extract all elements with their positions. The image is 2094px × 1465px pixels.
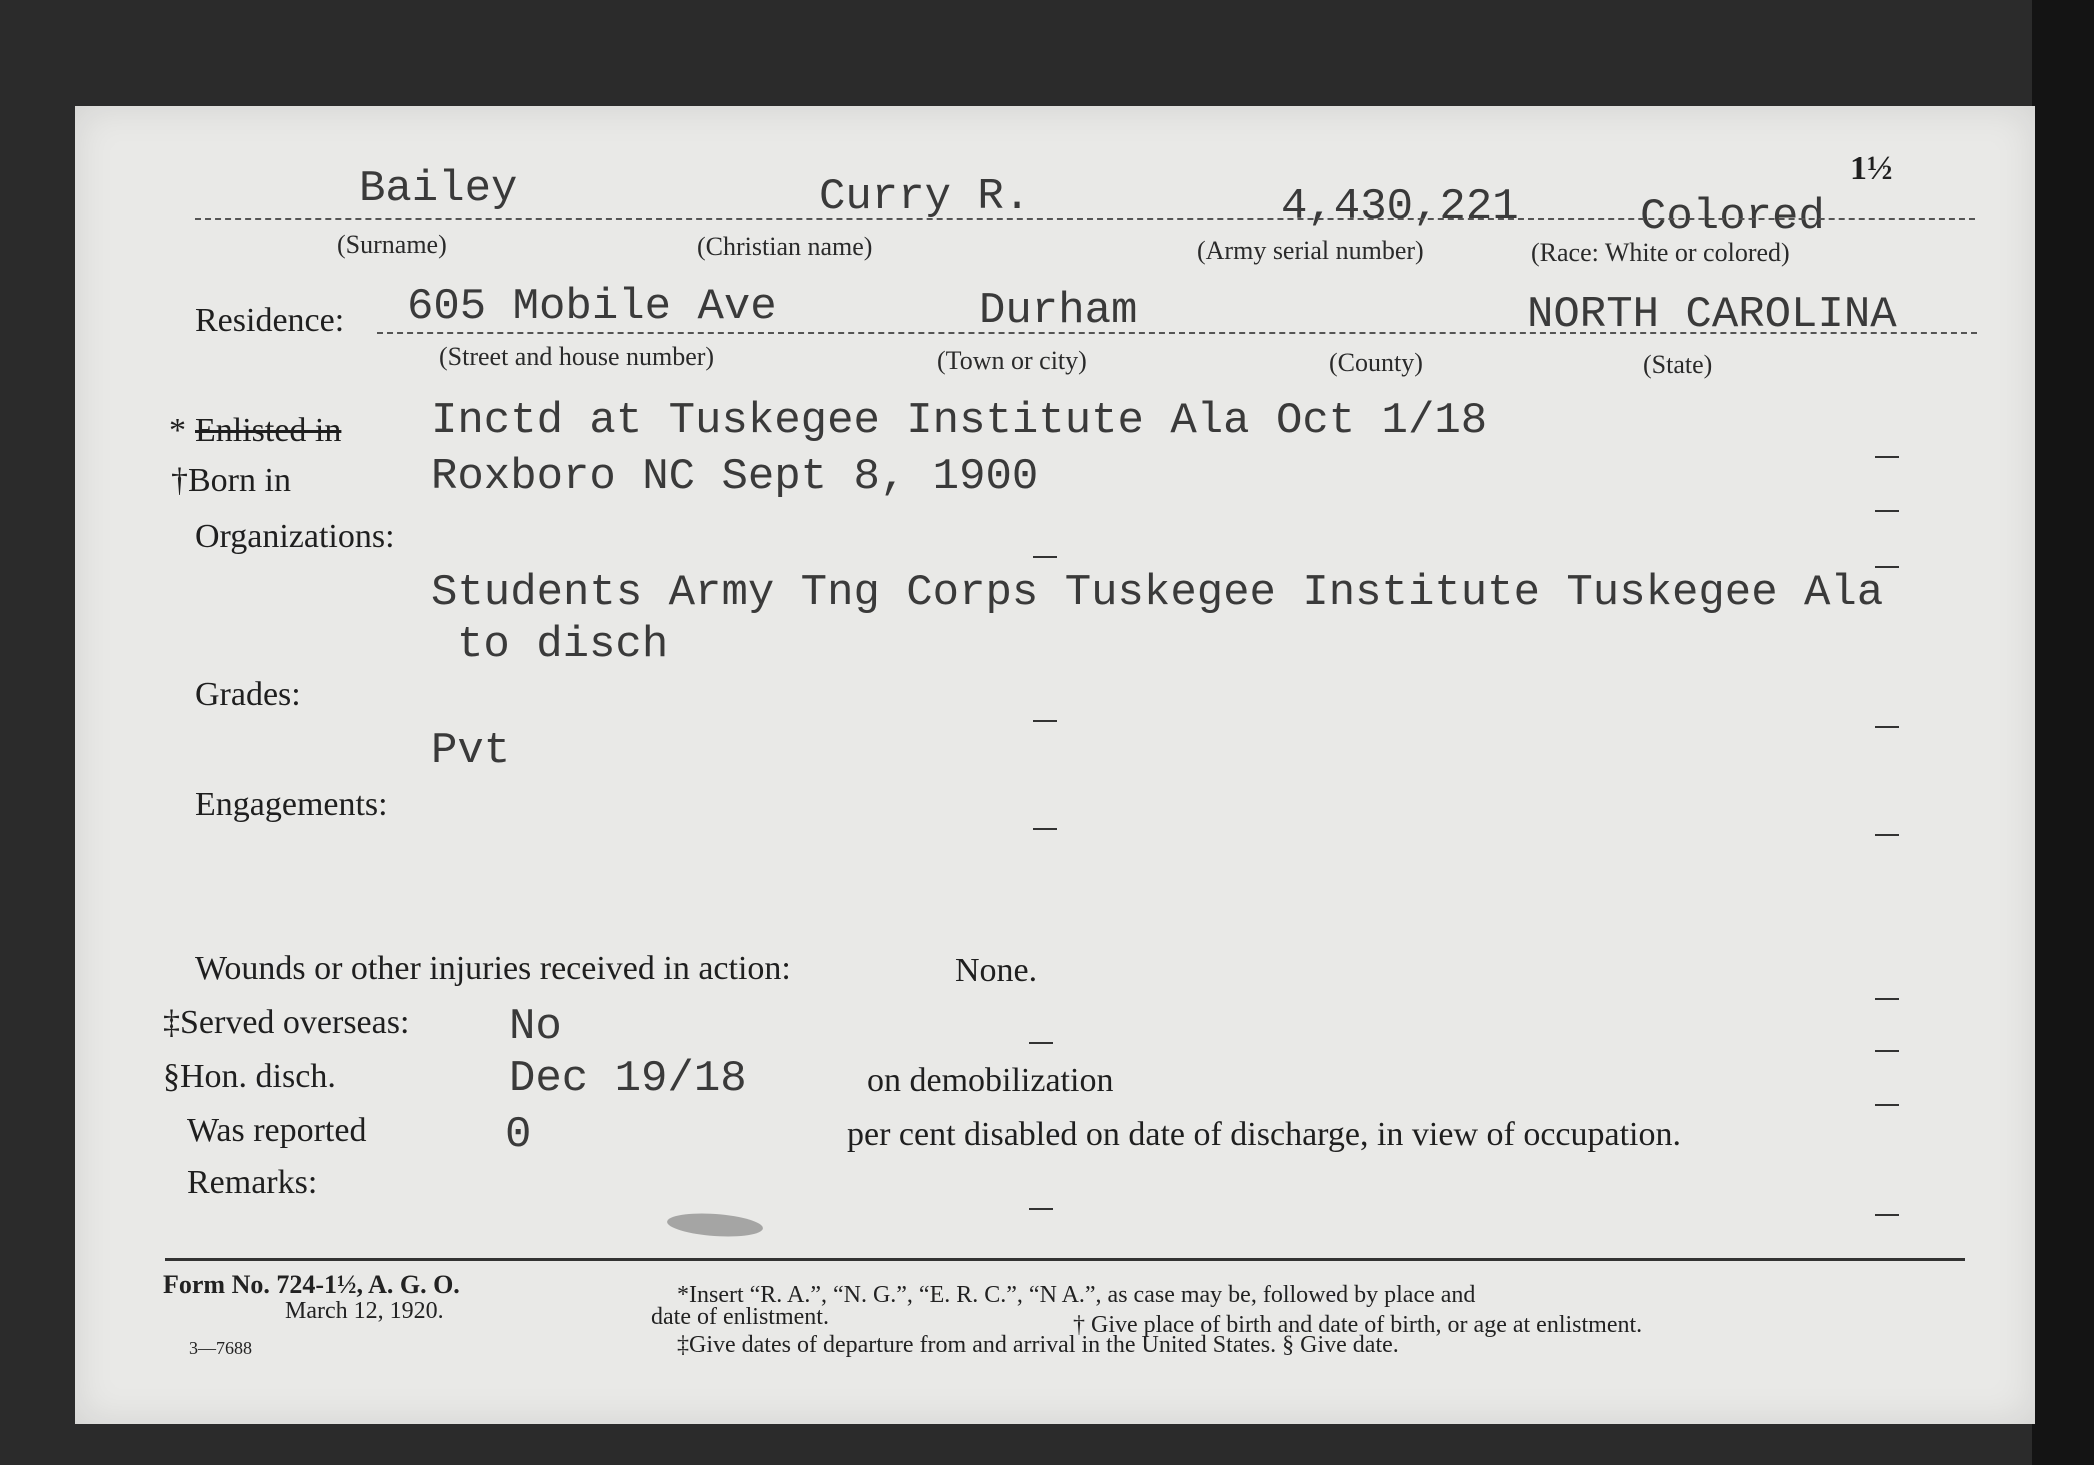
scanner-background-edge bbox=[2032, 0, 2094, 1465]
residence-label: Residence: bbox=[195, 302, 345, 339]
caption-county: (County) bbox=[1329, 348, 1423, 377]
margin-dash bbox=[1029, 1208, 1053, 1210]
margin-dash bbox=[1875, 510, 1899, 512]
footer-rule bbox=[165, 1258, 1965, 1261]
margin-dash bbox=[1875, 1104, 1899, 1106]
caption-race: (Race: White or colored) bbox=[1531, 238, 1790, 267]
header-dotted-line bbox=[195, 218, 1975, 220]
discharge-value: Dec 19/18 bbox=[509, 1054, 747, 1104]
caption-street: (Street and house number) bbox=[439, 342, 715, 371]
organizations-line-2: to disch bbox=[457, 620, 669, 670]
footnote-birth: † Give place of birth and date of birth, or age at enlistment. bbox=[1073, 1312, 1643, 1338]
serial-number-value: 4,430,221 bbox=[1281, 182, 1519, 232]
caption-christian-name: (Christian name) bbox=[697, 232, 873, 261]
margin-dash bbox=[1875, 834, 1899, 836]
footnote-enlistment: *Insert “R. A.”, “N. G.”, “E. R. C.”, “N A.”, as case may be, followed by place and bbox=[677, 1282, 1476, 1308]
form-date: March 12, 1920. bbox=[285, 1298, 444, 1324]
margin-dash bbox=[1875, 726, 1899, 728]
enlisted-marker: * bbox=[169, 412, 186, 449]
margin-dash bbox=[1875, 1050, 1899, 1052]
born-value: Roxboro NC Sept 8, 1900 bbox=[431, 452, 1039, 502]
residence-street-value: 605 Mobile Ave bbox=[407, 282, 777, 332]
margin-dash bbox=[1875, 1214, 1899, 1216]
discharge-label: §Hon. disch. bbox=[163, 1058, 336, 1095]
form-number: Form No. 724-1½, A. G. O. bbox=[163, 1270, 460, 1299]
born-label: †Born in bbox=[171, 462, 291, 499]
remarks-label: Remarks: bbox=[187, 1164, 318, 1201]
enlisted-label: Enlisted in bbox=[195, 412, 342, 449]
surname-value: Bailey bbox=[359, 164, 518, 214]
footnote-enlistment-date: date of enlistment. bbox=[651, 1304, 829, 1330]
enlisted-value: Inctd at Tuskegee Institute Ala Oct 1/18 bbox=[431, 396, 1488, 446]
overseas-value: No bbox=[509, 1002, 562, 1052]
reported-label: Was reported bbox=[187, 1112, 367, 1149]
reported-note: per cent disabled on date of discharge, in view of occupation. bbox=[847, 1116, 1681, 1153]
caption-surname: (Surname) bbox=[337, 230, 447, 259]
form-code: 3—7688 bbox=[189, 1338, 252, 1358]
margin-dash bbox=[1033, 828, 1057, 830]
footnote-overseas: ‡Give dates of departure from and arrival in the United States. § Give date. bbox=[677, 1332, 1399, 1358]
reported-value: 0 bbox=[505, 1110, 532, 1160]
engagements-label: Engagements: bbox=[195, 786, 388, 823]
discharge-note: on demobilization bbox=[867, 1062, 1114, 1099]
christian-name-value: Curry R. bbox=[819, 172, 1031, 222]
organizations-label: Organizations: bbox=[195, 518, 395, 555]
caption-serial-number: (Army serial number) bbox=[1197, 236, 1424, 265]
grades-value: Pvt bbox=[431, 726, 511, 776]
residence-state-value: NORTH CAROLINA bbox=[1527, 290, 1897, 340]
overseas-label: ‡Served overseas: bbox=[163, 1004, 410, 1041]
margin-dash bbox=[1875, 998, 1899, 1000]
card-number: 1½ bbox=[1850, 150, 1893, 187]
wounds-label: Wounds or other injuries received in action: bbox=[195, 950, 791, 987]
residence-dotted-line bbox=[377, 332, 1977, 334]
margin-dash bbox=[1033, 720, 1057, 722]
margin-dash bbox=[1033, 556, 1057, 558]
margin-dash bbox=[1029, 1042, 1053, 1044]
caption-town: (Town or city) bbox=[937, 346, 1087, 375]
residence-town-value: Durham bbox=[979, 286, 1138, 336]
organizations-line-1: Students Army Tng Corps Tuskegee Institute Tuskegee Ala bbox=[431, 568, 1884, 618]
caption-state: (State) bbox=[1643, 350, 1713, 379]
service-record-card bbox=[75, 106, 2035, 1424]
grades-label: Grades: bbox=[195, 676, 301, 713]
margin-dash bbox=[1875, 456, 1899, 458]
race-value: Colored bbox=[1640, 192, 1825, 242]
ink-smudge bbox=[666, 1211, 763, 1240]
wounds-value: None. bbox=[955, 952, 1038, 989]
